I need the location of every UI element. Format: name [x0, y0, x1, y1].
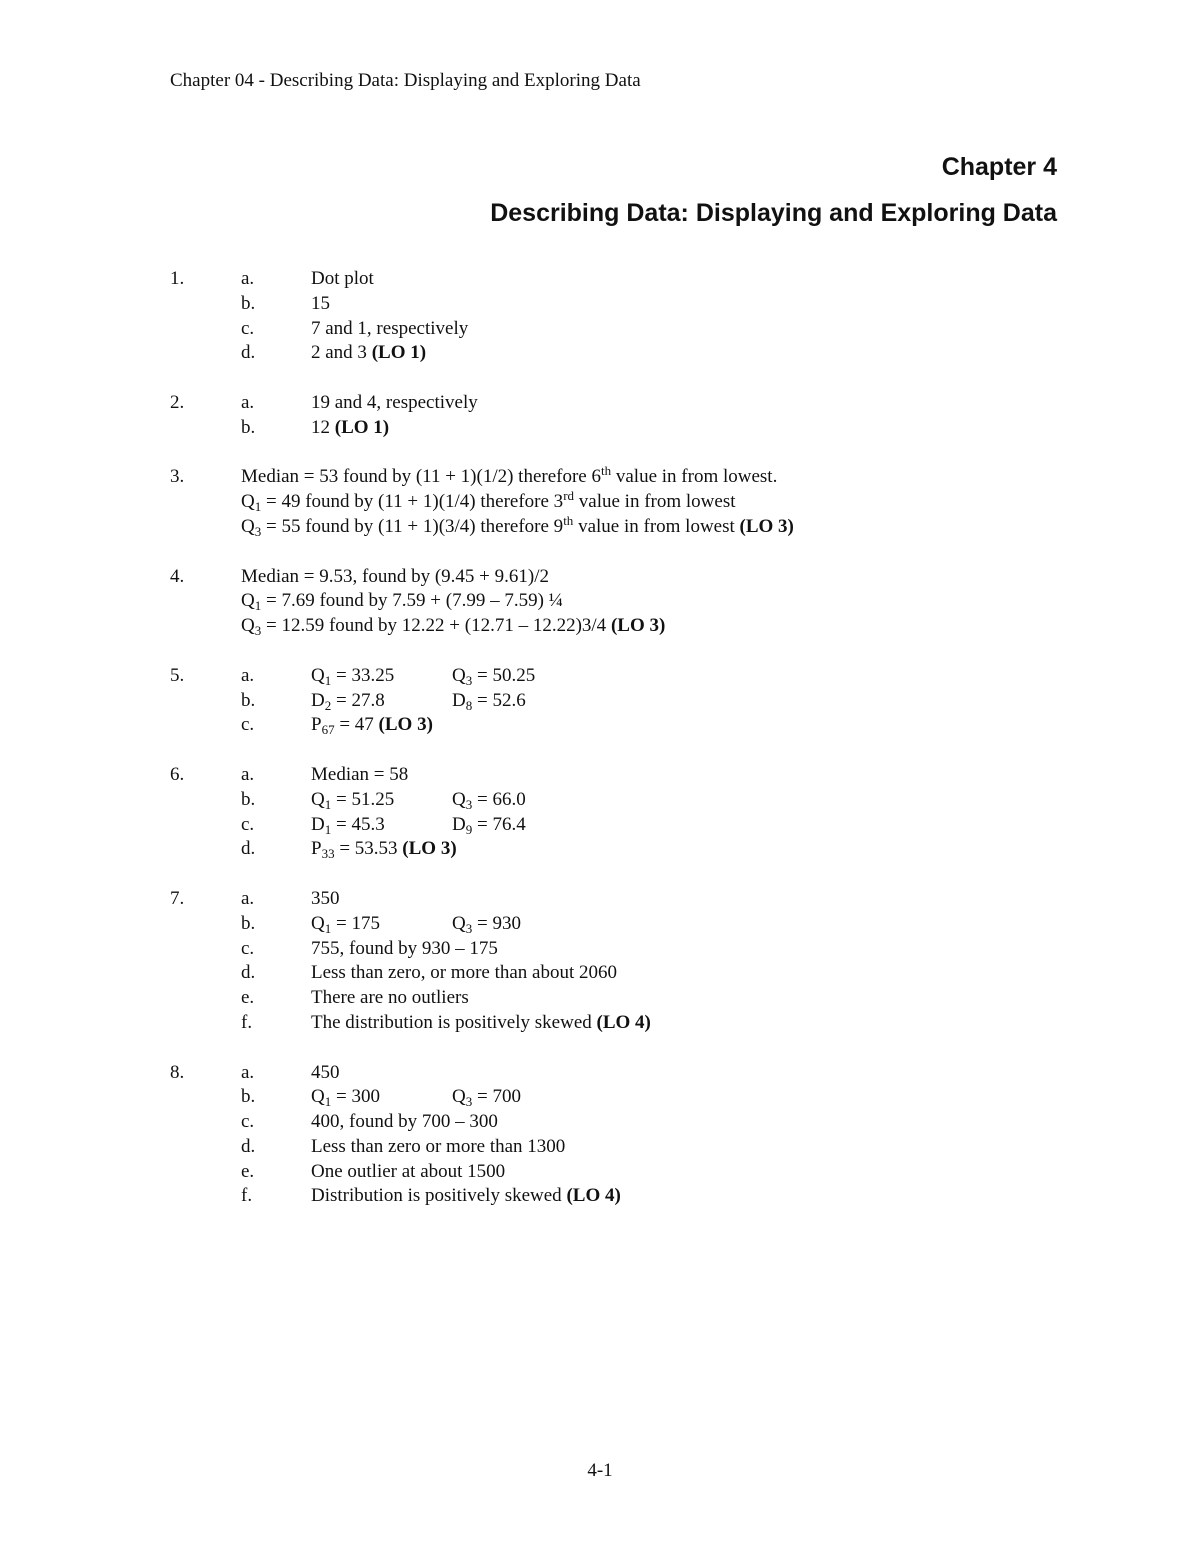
- part-answer: [311, 1085, 380, 1110]
- symbol: P: [311, 714, 322, 736]
- part-letter: b.: [241, 1086, 256, 1108]
- part-letter: e.: [241, 987, 255, 1009]
- subscript: 2: [324, 697, 332, 713]
- running-header: Chapter 04 - Describing Data: Displaying and Exploring Data: [170, 70, 641, 91]
- symbol: P: [311, 838, 322, 860]
- symbol: Q: [311, 912, 325, 934]
- part-letter: d.: [241, 342, 256, 364]
- problem-2: [170, 391, 1070, 441]
- text: = 33.25: [331, 664, 395, 686]
- ordinal-suffix: rd: [563, 488, 575, 504]
- symbol: D: [311, 689, 325, 711]
- answer-list: [170, 267, 1070, 1234]
- text: = 52.6: [472, 689, 526, 711]
- learning-objective: (LO 3): [378, 714, 433, 736]
- learning-objective: (LO 1): [371, 342, 427, 364]
- text: = 175: [331, 912, 380, 934]
- symbol: Q: [452, 664, 466, 686]
- part-answer: [311, 1011, 651, 1036]
- text: = 12.59 found by 12.22 + (12.71 – 12.22)3/4: [261, 615, 607, 637]
- part-answer: 400, found by 700 – 300: [311, 1111, 498, 1133]
- part-letter: a.: [241, 887, 255, 909]
- problem-number: 2.: [170, 391, 185, 413]
- part-letter: b.: [241, 689, 256, 711]
- part-letter: f.: [241, 1011, 253, 1033]
- median-line: [241, 465, 777, 490]
- page-number: 4-1: [587, 1460, 613, 1481]
- part-answer-2: [452, 664, 535, 689]
- part-letter: a.: [241, 664, 255, 686]
- answer-text: 12: [311, 416, 330, 438]
- part-answer: Less than zero or more than 1300: [311, 1135, 566, 1157]
- subscript: 1: [324, 1094, 332, 1110]
- part-letter: b.: [241, 912, 256, 934]
- part-letter: a.: [241, 391, 255, 413]
- problem-number: 4.: [170, 565, 185, 587]
- subscript: 3: [465, 796, 473, 812]
- part-answer: [311, 837, 457, 862]
- part-answer: 15: [311, 292, 330, 314]
- ordinal-suffix: th: [601, 463, 612, 479]
- text: value in from lowest: [573, 515, 735, 537]
- part-letter: f.: [241, 1185, 253, 1207]
- symbol: Q: [241, 590, 255, 612]
- q1-line: [241, 589, 563, 614]
- text: = 300: [331, 1086, 380, 1108]
- part-letter: c.: [241, 937, 255, 959]
- symbol: Q: [241, 515, 255, 537]
- part-letter: c.: [241, 317, 255, 339]
- part-letter: c.: [241, 714, 255, 736]
- subscript: 3: [465, 672, 473, 688]
- problem-number: 8.: [170, 1061, 185, 1083]
- part-letter: c.: [241, 1111, 255, 1133]
- subscript: 8: [465, 697, 473, 713]
- part-letter: b.: [241, 416, 256, 438]
- part-letter: a.: [241, 1061, 255, 1083]
- part-answer: Median = 58: [311, 763, 409, 785]
- problem-5: [170, 664, 1070, 738]
- chapter-number: Chapter 4: [941, 153, 1057, 181]
- part-answer: One outlier at about 1500: [311, 1160, 506, 1182]
- part-answer: 450: [311, 1061, 340, 1083]
- part-answer-2: [452, 912, 521, 937]
- part-answer: Dot plot: [311, 268, 374, 289]
- subscript: 1: [324, 920, 332, 936]
- part-answer: [311, 664, 394, 689]
- learning-objective: (LO 1): [334, 416, 390, 438]
- symbol: D: [452, 813, 466, 835]
- text: = 66.0: [472, 788, 526, 810]
- subscript: 33: [321, 846, 335, 862]
- text: = 47: [334, 714, 374, 736]
- problem-number: 1.: [170, 268, 185, 289]
- learning-objective: (LO 3): [739, 515, 794, 537]
- subscript: 1: [254, 598, 262, 614]
- learning-objective: (LO 3): [610, 615, 666, 637]
- text: = 50.25: [472, 664, 536, 686]
- part-answer: 755, found by 930 – 175: [311, 937, 498, 959]
- subscript: 3: [465, 1094, 473, 1110]
- learning-objective: (LO 4): [596, 1011, 651, 1033]
- symbol: Q: [452, 912, 466, 934]
- part-answer: [311, 416, 389, 441]
- part-letter: b.: [241, 788, 256, 810]
- part-answer: Less than zero, or more than about 2060: [311, 962, 618, 984]
- problem-number: 6.: [170, 763, 185, 785]
- text: value in from lowest: [574, 491, 736, 513]
- learning-objective: (LO 4): [566, 1185, 621, 1207]
- problem-1: [170, 267, 1070, 366]
- part-letter: a.: [241, 763, 255, 785]
- ordinal-suffix: th: [563, 512, 574, 528]
- symbol: Q: [311, 1086, 325, 1108]
- symbol: Q: [241, 615, 255, 637]
- part-answer: [311, 788, 394, 813]
- part-letter: c.: [241, 813, 255, 835]
- symbol: Q: [311, 788, 325, 810]
- median-line: Median = 9.53, found by (9.45 + 9.61)/2: [241, 565, 549, 587]
- problem-number: 5.: [170, 664, 185, 686]
- answer-text: The distribution is positively skewed: [311, 1011, 592, 1033]
- answer-text: Distribution is positively skewed: [311, 1185, 562, 1207]
- part-answer-2: [452, 689, 526, 714]
- problem-3: [170, 465, 1070, 539]
- part-letter: d.: [241, 1135, 256, 1157]
- symbol: Q: [241, 491, 255, 513]
- problem-8: [170, 1061, 1070, 1210]
- text: = 51.25: [331, 788, 395, 810]
- q3-line: [241, 512, 794, 540]
- part-letter: b.: [241, 292, 256, 314]
- subscript: 1: [324, 796, 332, 812]
- subscript: 1: [324, 672, 332, 688]
- text: = 76.4: [472, 813, 526, 835]
- text: = 45.3: [331, 813, 385, 835]
- text: = 55 found by (11 + 1)(3/4) therefore 9: [261, 515, 564, 537]
- text: = 49 found by (11 + 1)(1/4) therefore 3: [261, 491, 564, 513]
- part-answer: [311, 813, 385, 838]
- text: = 930: [472, 912, 521, 934]
- part-letter: d.: [241, 962, 256, 984]
- problem-4: [170, 565, 1070, 639]
- part-answer-2: [452, 788, 526, 813]
- symbol: D: [452, 689, 466, 711]
- chapter-title: Describing Data: Displaying and Exploring Data: [490, 199, 1057, 227]
- subscript: 1: [324, 821, 332, 837]
- learning-objective: (LO 3): [402, 838, 457, 860]
- symbol: Q: [311, 664, 325, 686]
- answer-text: 2 and 3: [311, 342, 367, 364]
- part-letter: e.: [241, 1160, 255, 1182]
- part-answer: There are no outliers: [311, 987, 469, 1009]
- problem-number: 3.: [170, 466, 185, 488]
- symbol: Q: [452, 1086, 466, 1108]
- subscript: 67: [321, 722, 335, 738]
- text: Median = 53 found by (11 + 1)(1/2) therefore 6: [241, 466, 601, 488]
- problem-6: [170, 763, 1070, 862]
- part-answer: [311, 341, 426, 366]
- text: = 27.8: [331, 689, 385, 711]
- subscript: 3: [465, 920, 473, 936]
- text: value in from lowest.: [611, 466, 778, 488]
- symbol: D: [311, 813, 325, 835]
- part-answer: 350: [311, 887, 340, 909]
- text: = 53.53: [334, 838, 398, 860]
- part-letter: d.: [241, 838, 256, 860]
- part-answer: [311, 713, 433, 738]
- part-answer: [311, 689, 385, 714]
- subscript: 9: [465, 821, 473, 837]
- part-answer: [311, 1184, 621, 1209]
- part-letter: a.: [241, 268, 255, 289]
- text: = 7.69 found by 7.59 + (7.99 – 7.59) ¼: [261, 590, 563, 612]
- part-answer: 7 and 1, respectively: [311, 317, 469, 339]
- q3-line: [241, 614, 665, 639]
- subscript: 3: [254, 623, 262, 639]
- subscript: 3: [254, 523, 262, 539]
- text: = 700: [472, 1086, 521, 1108]
- problem-7: [170, 887, 1070, 1036]
- subscript: 1: [254, 499, 262, 515]
- part-answer-2: [452, 813, 526, 838]
- q1-line: [241, 490, 736, 515]
- part-answer: [311, 912, 380, 937]
- part-answer: 19 and 4, respectively: [311, 391, 478, 413]
- symbol: Q: [452, 788, 466, 810]
- problem-number: 7.: [170, 887, 185, 909]
- part-answer-2: [452, 1085, 521, 1110]
